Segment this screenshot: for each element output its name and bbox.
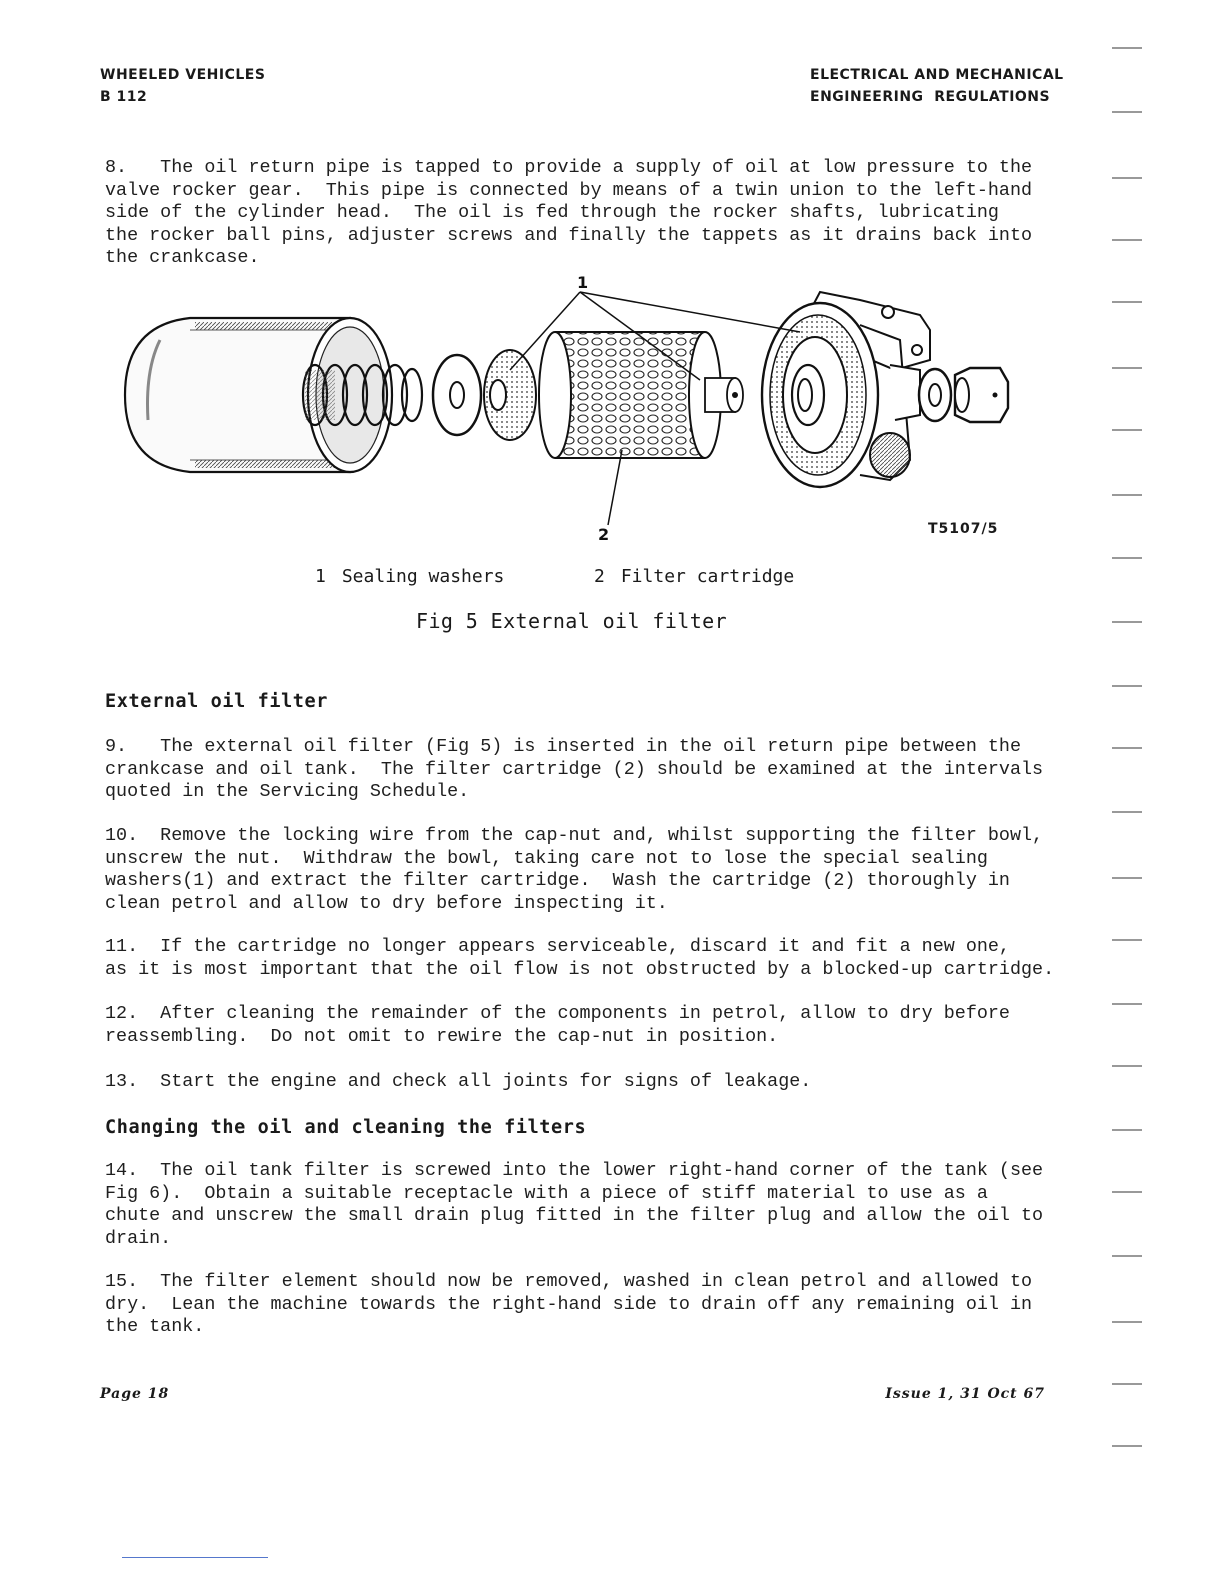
- paragraph-line: 13. Start the engine and check all joints for signs of leakage.: [105, 1071, 812, 1092]
- paragraph-9: [105, 736, 1065, 804]
- figure-reference: T5107/5: [928, 521, 999, 537]
- footer-page-number: Page 18: [100, 1386, 170, 1402]
- paragraph-8: [105, 157, 1065, 270]
- header-title-line2: ENGINEERING REGULATIONS: [810, 89, 1051, 105]
- paragraph-line: 9. The external oil filter (Fig 5) is inserted in the oil return pipe between the: [105, 736, 1022, 757]
- filter-bowl: [125, 318, 422, 472]
- callout-2: 2: [598, 525, 610, 544]
- paragraph-line: the crankcase.: [105, 247, 260, 268]
- paragraph-line: 14. The oil tank filter is screwed into the lower right-hand corner of the tank (see: [105, 1160, 1044, 1181]
- paragraph-13: [105, 1071, 1065, 1094]
- paragraph-line: 10. Remove the locking wire from the cap-nut and, whilst supporting the filter bowl,: [105, 825, 1044, 846]
- section-heading-external-oil-filter: External oil filter: [105, 691, 329, 712]
- exploded-filter-illustration: [100, 270, 1040, 550]
- paragraph-line: side of the cylinder head. The oil is fed through the rocker shafts, lubricating: [105, 202, 999, 223]
- legend-label: Sealing washers: [341, 566, 505, 587]
- margin-ticks-svg: [1110, 40, 1150, 1460]
- legend-item-2: [594, 566, 794, 587]
- paragraph-line: 15. The filter element should now be removed, washed in clean petrol and allowed to: [105, 1271, 1033, 1292]
- paragraph-15: [105, 1271, 1065, 1339]
- header-right: [810, 64, 1064, 108]
- paragraph-line: unscrew the nut. Withdraw the bowl, taking care not to lose the special sealing: [105, 847, 988, 869]
- paragraph-12: [105, 1003, 1065, 1048]
- margin-tick-marks: [1110, 40, 1150, 1460]
- sealing-washer-left: [433, 355, 481, 435]
- legend-number: 2: [594, 566, 605, 587]
- felt-washer: [484, 350, 536, 440]
- header-publication: WHEELED VEHICLES: [100, 67, 266, 83]
- paragraph-line: reassembling. Do not omit to rewire the cap-nut in position.: [105, 1025, 779, 1047]
- paragraph-line: 12. After cleaning the remainder of the components in petrol, allow to dry before: [105, 1003, 1010, 1024]
- legend-number: 1: [315, 566, 326, 587]
- paragraph-10: [105, 825, 1065, 915]
- paragraph-line: washers(1) and extract the filter cartridge. Wash the cartridge (2) thoroughly in: [105, 870, 1010, 891]
- paragraph-line: clean petrol and allow to dry before inspecting it.: [105, 892, 668, 914]
- paragraph-line: quoted in the Servicing Schedule.: [105, 781, 470, 802]
- paragraph-line: the rocker ball pins, adjuster screws and finally the tappets as it drains back into: [105, 224, 1033, 246]
- section-heading-changing-oil: Changing the oil and cleaning the filters: [105, 1117, 587, 1138]
- header-section: B 112: [100, 89, 148, 105]
- paragraph-line: valve rocker gear. This pipe is connected by means of a twin union to the left-hand: [105, 179, 1033, 201]
- footer-issue: Issue 1, 31 Oct 67: [885, 1386, 1045, 1402]
- callout-2-leader: [608, 450, 622, 525]
- paragraph-line: Fig 6). Obtain a suitable receptacle with a piece of stiff material to use as a: [105, 1182, 988, 1204]
- paragraph-line: 11. If the cartridge no longer appears serviceable, discard it and fit a new one,: [105, 936, 1010, 957]
- legend-label: Filter cartridge: [620, 566, 795, 587]
- callout-1: 1: [577, 273, 589, 292]
- paragraph-line: drain.: [105, 1227, 172, 1249]
- paragraph-line: 8. The oil return pipe is tapped to provide a supply of oil at low pressure to the: [105, 157, 1033, 178]
- paragraph-line: crankcase and oil tank. The filter cartridge (2) should be examined at the intervals: [105, 758, 1044, 780]
- figure-caption: Fig 5 External oil filter: [416, 609, 728, 633]
- small-washer: [919, 369, 951, 421]
- cap-nut: [955, 368, 1008, 422]
- scan-edge-line: [122, 1557, 268, 1558]
- paragraph-line: dry. Lean the machine towards the right-hand side to drain off any remaining oil in: [105, 1293, 1033, 1315]
- paragraph-14: [105, 1160, 1065, 1250]
- figure-external-oil-filter: [100, 270, 1040, 550]
- paragraph-line: as it is most important that the oil flow is not obstructed by a blocked-up cartridge.: [105, 958, 1055, 980]
- legend-item-1: [315, 566, 504, 587]
- paragraph-line: chute and unscrew the small drain plug fitted in the filter plug and allow the oil to: [105, 1205, 1044, 1226]
- header-title-line1: ELECTRICAL AND MECHANICAL: [810, 67, 1064, 83]
- paragraph-11: [105, 936, 1065, 981]
- filter-head-body: [762, 292, 930, 487]
- paragraph-line: the tank.: [105, 1316, 205, 1337]
- header-left: [100, 64, 265, 108]
- filter-cartridge: [539, 332, 743, 458]
